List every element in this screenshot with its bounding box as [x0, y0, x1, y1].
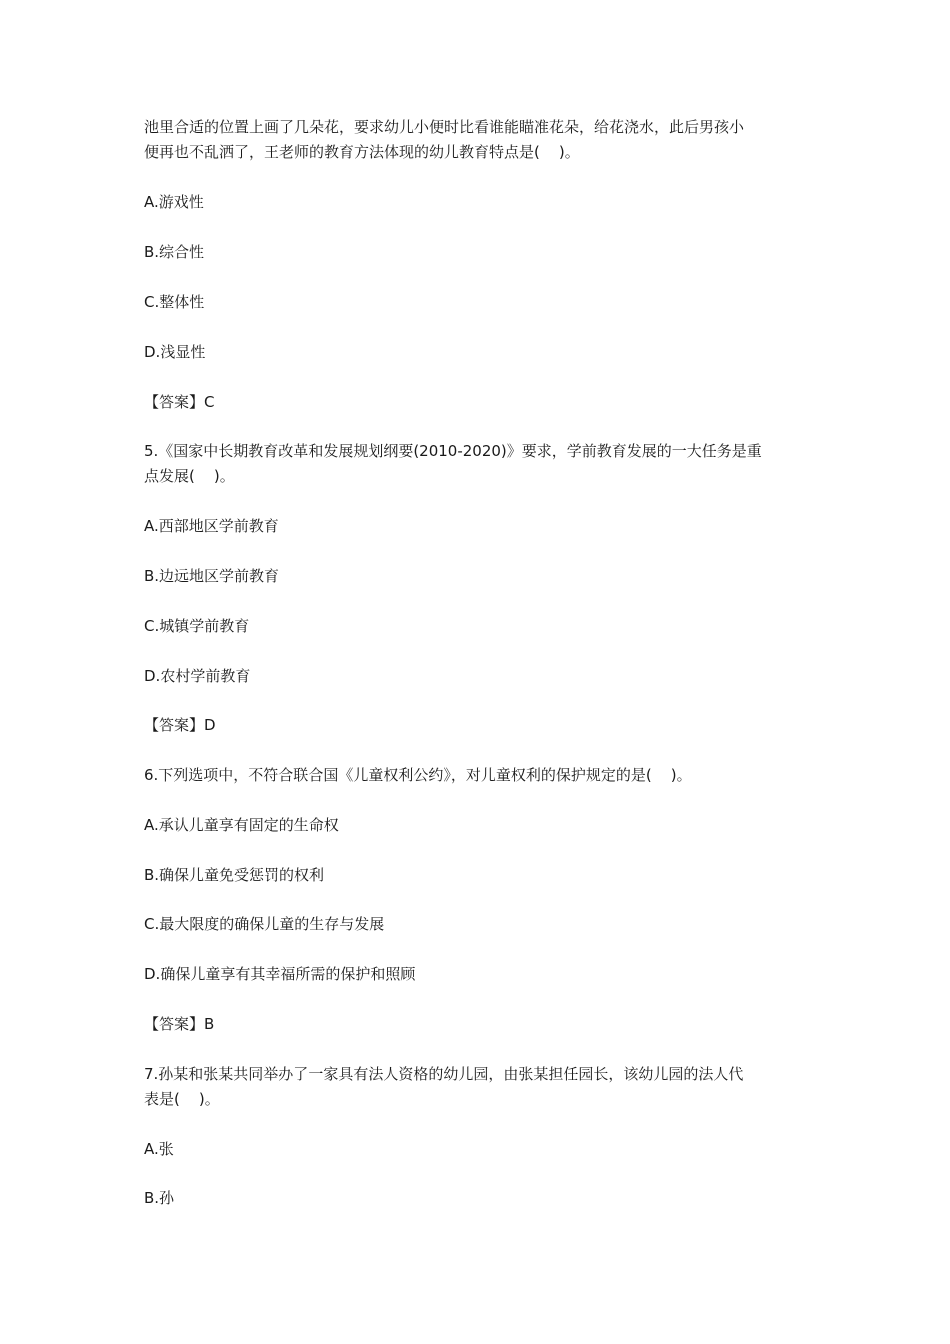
question-5-answer: 【答案】D	[144, 716, 216, 734]
question-7-stem-line-1: 7.孙某和张某共同举办了一家具有法人资格的幼儿园，由张某担任园长，该幼儿园的法人代	[144, 1065, 744, 1083]
question-6-option-d: D.确保儿童享有其幸福所需的保护和照顾	[144, 965, 416, 983]
question-6-option-c: C.最大限度的确保儿童的生存与发展	[144, 915, 385, 933]
question-7-option-a: A.张	[144, 1140, 174, 1158]
question-4-answer: 【答案】C	[144, 393, 215, 411]
question-4-stem-line-1: 池里合适的位置上画了几朵花，要求幼儿小便时比看谁能瞄准花朵，给花浇水，此后男孩小	[144, 118, 745, 136]
question-4-stem-line-2: 便再也不乱洒了，王老师的教育方法体现的幼儿教育特点是( )。	[144, 143, 580, 161]
question-4-option-a: A.游戏性	[144, 193, 204, 211]
question-5-option-d: D.农村学前教育	[144, 667, 251, 685]
question-5-stem	[144, 439, 810, 489]
question-5-option-c: C.城镇学前教育	[144, 617, 250, 635]
question-4-stem	[144, 115, 810, 165]
question-7-option-b: B.孙	[144, 1189, 175, 1207]
question-6-stem: 6.下列选项中，不符合联合国《儿童权利公约》，对儿童权利的保护规定的是( )。	[144, 766, 692, 784]
question-6-option-a: A.承认儿童享有固定的生命权	[144, 816, 339, 834]
question-4-option-d: D.浅显性	[144, 343, 206, 361]
question-4-option-c: C.整体性	[144, 293, 205, 311]
question-5-option-a: A.西部地区学前教育	[144, 517, 279, 535]
question-7-stem-line-2: 表是( )。	[144, 1090, 220, 1108]
question-6-answer: 【答案】B	[144, 1015, 215, 1033]
question-5-option-b: B.边远地区学前教育	[144, 567, 280, 585]
question-5-stem-line-2: 点发展( )。	[144, 467, 235, 485]
question-5-stem-line-1: 5.《国家中长期教育改革和发展规划纲要(2010-2020)》要求，学前教育发展的一大任务是重	[144, 442, 762, 460]
question-6-option-b: B.确保儿童免受惩罚的权利	[144, 866, 325, 884]
question-4-option-b: B.综合性	[144, 243, 205, 261]
question-7-stem	[144, 1062, 810, 1112]
